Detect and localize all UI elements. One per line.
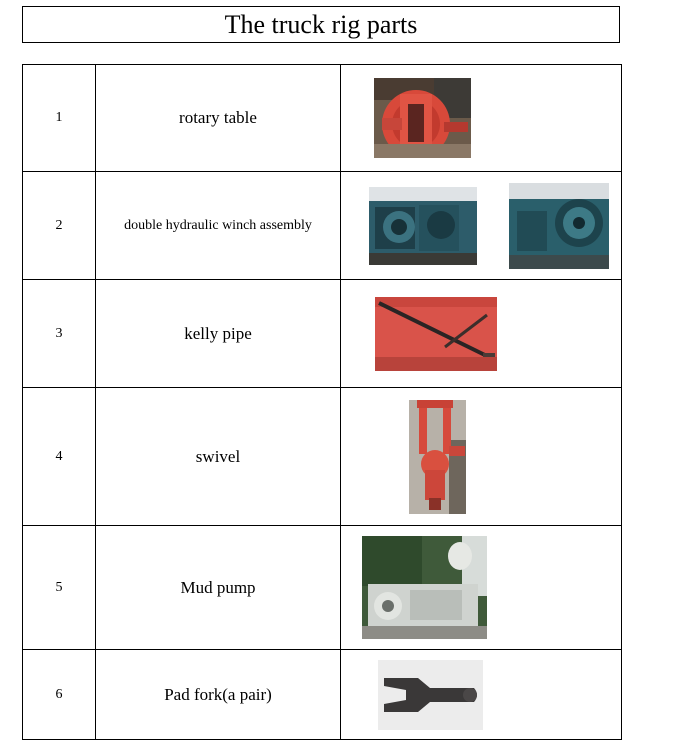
pad-fork-photo	[378, 660, 483, 730]
table-row	[23, 280, 622, 388]
part-name: Pad fork(a pair)	[96, 650, 341, 740]
photo-cell	[341, 650, 622, 740]
row-number: 3	[23, 280, 96, 388]
row-number: 2	[23, 172, 96, 280]
winch-photo-left	[369, 187, 477, 265]
part-name: swivel	[96, 388, 341, 526]
table-row	[23, 65, 622, 172]
table-row	[23, 526, 622, 650]
table-row	[23, 650, 622, 740]
swivel-photo	[409, 400, 466, 514]
photo-cell	[341, 172, 622, 280]
rotary-table-photo	[374, 78, 471, 158]
title-text: The truck rig parts	[224, 9, 418, 39]
part-name: rotary table	[96, 65, 341, 172]
parts-table	[22, 64, 622, 740]
photo-cell	[341, 388, 622, 526]
photo-cell	[341, 280, 622, 388]
kelly-pipe-photo	[375, 297, 497, 371]
part-name: kelly pipe	[96, 280, 341, 388]
photo-cell	[341, 65, 622, 172]
row-number: 5	[23, 526, 96, 650]
photo-cell	[341, 526, 622, 650]
row-number: 1	[23, 65, 96, 172]
mud-pump-photo	[362, 536, 487, 639]
row-number: 6	[23, 650, 96, 740]
page-title	[22, 6, 620, 43]
row-number: 4	[23, 388, 96, 526]
part-name: Mud pump	[96, 526, 341, 650]
table-row	[23, 388, 622, 526]
part-name: double hydraulic winch assembly	[96, 172, 341, 280]
table-row	[23, 172, 622, 280]
winch-photo-right	[509, 183, 609, 269]
